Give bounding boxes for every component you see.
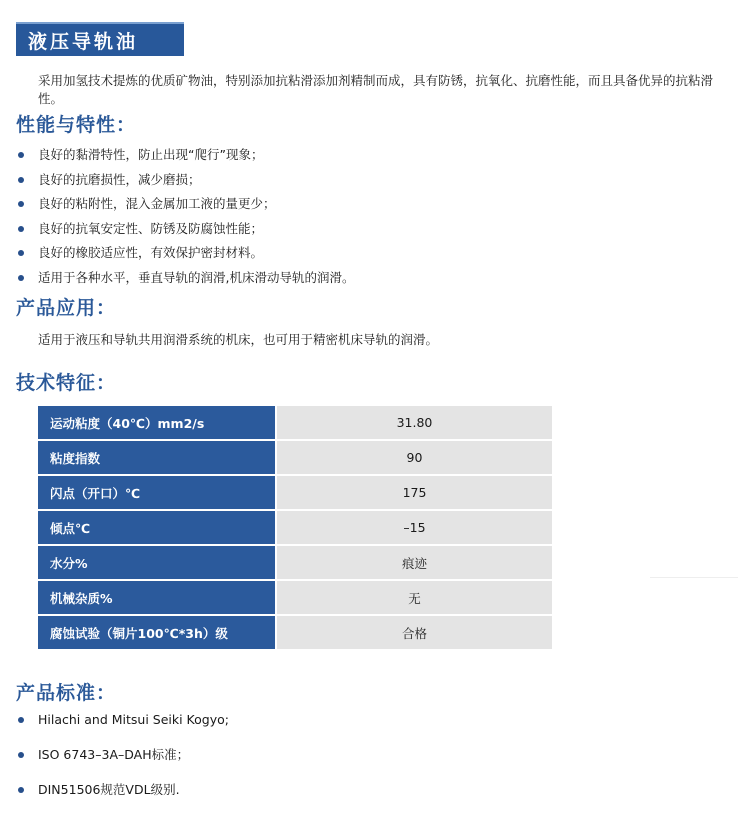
list-item: 良好的橡胶适应性，有效保护密封材料。 [16,243,354,268]
spec-value: 90 [276,440,552,475]
standards-list [16,712,229,817]
spec-key: 机械杂质% [38,580,276,615]
spec-value: 合格 [276,615,552,650]
spec-key: 闪点（开口）℃ [38,475,276,510]
specs-heading: 技术特征： [16,372,117,394]
title-banner [16,22,184,56]
list-item: Hilachi and Mitsui Seiki Kogyo; [16,712,229,747]
spec-value: 痕迹 [276,545,552,580]
spec-key: 腐蚀试验（铜片100℃*3h）级 [38,615,276,650]
spec-value: 31.80 [276,406,552,440]
list-item: 良好的抗氧安定性、防锈及防腐蚀性能； [16,219,354,244]
spec-value: 175 [276,475,552,510]
list-item: 适用于各种水平，垂直导轨的润滑,机床滑动导轨的润滑。 [16,268,354,293]
list-item: 良好的粘附性，混入金属加工液的量更少； [16,194,354,219]
application-text: 适用于液压和导轨共用润滑系统的机床，也可用于精密机床导轨的润滑。 [38,332,439,347]
standards-heading: 产品标准： [16,682,117,704]
divider [650,577,738,578]
page-title: 液压导轨油 [28,30,139,53]
spec-key: 水分% [38,545,276,580]
spec-value: 无 [276,580,552,615]
list-item: 良好的黏滑特性，防止出现“爬行”现象； [16,145,354,170]
spec-table [38,406,552,651]
spec-key: 倾点℃ [38,510,276,545]
table-row [38,475,552,510]
spec-value: –15 [276,510,552,545]
features-list [16,145,354,292]
table-row [38,545,552,580]
spec-key: 运动粘度（40℃）mm2/s [38,406,276,440]
list-item: DIN51506规范VDL级别. [16,782,229,817]
table-row [38,510,552,545]
application-heading: 产品应用： [16,297,117,319]
table-row [38,440,552,475]
table-row [38,580,552,615]
table-row [38,615,552,650]
spec-key: 粘度指数 [38,440,276,475]
intro-text: 采用加氢技术提炼的优质矿物油，特别添加抗粘滑添加剂精制而成，具有防锈，抗氧化、抗磨性能，而且具备优异的抗粘滑性。 [38,73,714,106]
features-heading: 性能与特性： [16,114,137,136]
list-item: 良好的抗磨损性，减少磨损； [16,170,354,195]
list-item: ISO 6743–3A–DAH标准； [16,747,229,782]
table-row [38,406,552,440]
